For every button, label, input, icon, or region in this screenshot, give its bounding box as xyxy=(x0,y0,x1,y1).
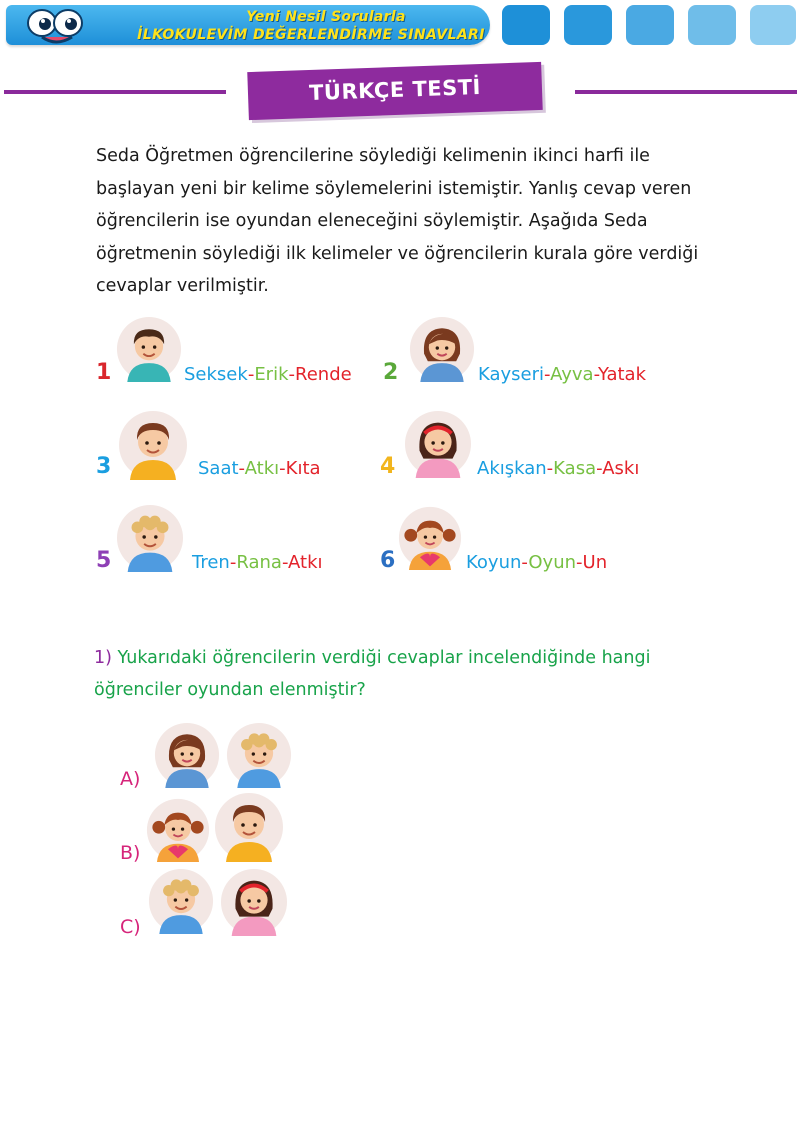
avatar-girl-brown-hair-icon xyxy=(409,316,475,382)
option-c-letter[interactable]: C) xyxy=(120,916,141,938)
option-b-boy-brown-hair-icon[interactable] xyxy=(214,792,284,862)
item-number-1: 1 xyxy=(96,360,112,385)
answer-1: Seksek-Erik-Rende xyxy=(184,364,352,385)
question-body: Yukarıdaki öğrencilerin verdiği cevaplar incelendiğinde hangi öğrenciler oyundan elenmiştir? xyxy=(94,648,651,700)
answer-3-word-1: Saat xyxy=(198,458,239,479)
avatar-boy-blond-curly-icon xyxy=(116,504,184,572)
answer-6-word-3: Un xyxy=(582,552,608,573)
option-a-letter[interactable]: A) xyxy=(120,768,141,790)
avatar-boy-dark-hair-icon xyxy=(116,316,182,382)
header-tab-1 xyxy=(502,5,550,45)
answer-2-word-3: Yatak xyxy=(597,364,646,385)
answer-5-word-2: Rana xyxy=(236,552,282,573)
option-a-boy-blond-curly-icon[interactable] xyxy=(226,722,292,788)
question-number: 1) xyxy=(94,648,112,668)
answer-1-word-1: Seksek xyxy=(184,364,248,385)
banner-title: İLKOKULEVİM DEĞERLENDİRME SINAVLARI xyxy=(137,27,485,43)
answer-1-word-2: Erik xyxy=(254,364,289,385)
intro-paragraph: Seda Öğretmen öğrencilerine söylediği kelimenin ikinci harfi ile başlayan yeni bir kelime söylemelerini istemiştir. Yanlış cevap veren öğrencilerin ise oyundan eleneceğini söylemiştir. Aşağıda Seda öğretmenin söylediği ilk kelimeler ve öğrencilerin kurala göre verdiği cevaplar verilmiştir. xyxy=(96,146,699,296)
option-b-girl-pigtails-icon[interactable] xyxy=(146,798,210,862)
answer-2-word-2: Ayva xyxy=(550,364,594,385)
item-number-3: 3 xyxy=(96,454,112,479)
item-number-6: 6 xyxy=(380,548,396,573)
answer-4-word-2: Kasa xyxy=(553,458,597,479)
header-tab-5 xyxy=(750,5,796,45)
answer-1-word-3: Rende xyxy=(295,364,352,385)
answer-5: Tren-Rana-Atkı xyxy=(192,552,323,573)
header-tab-4 xyxy=(688,5,736,45)
answer-6-word-1: Koyun xyxy=(466,552,522,573)
page-title: TÜRKÇE TESTİ xyxy=(308,75,482,105)
avatar-girl-pigtails-icon xyxy=(398,506,462,570)
header-banner xyxy=(6,5,490,45)
answer-4-word-3: Askı xyxy=(602,458,640,479)
answer-3: Saat-Atkı-Kıta xyxy=(198,458,321,479)
option-c-girl-headband-icon[interactable] xyxy=(220,868,288,936)
item-number-2: 2 xyxy=(383,360,399,385)
answer-6: Koyun-Oyun-Un xyxy=(466,552,608,573)
title-rule-right xyxy=(575,90,797,94)
title-rule-left xyxy=(4,90,226,94)
option-a-girl-brown-hair-icon[interactable] xyxy=(154,722,220,788)
mascot-eyes-icon xyxy=(22,7,92,47)
option-c-boy-blond-curly-icon[interactable] xyxy=(148,868,214,934)
answer-2-word-1: Kayseri xyxy=(478,364,545,385)
option-b-letter[interactable]: B) xyxy=(120,842,141,864)
question-text xyxy=(94,642,734,706)
avatar-boy-brown-hair-icon xyxy=(118,410,188,480)
avatar-girl-headband-icon xyxy=(404,410,472,478)
answer-3-word-2: Atkı xyxy=(244,458,280,479)
answer-5-word-1: Tren xyxy=(192,552,230,573)
answer-4-word-1: Akışkan xyxy=(477,458,547,479)
answer-4: Akışkan-Kasa-Askı xyxy=(477,458,640,479)
answer-5-word-3: Atkı xyxy=(288,552,323,573)
item-number-5: 5 xyxy=(96,548,112,573)
answer-3-word-3: Kıta xyxy=(285,458,321,479)
answer-6-word-2: Oyun xyxy=(528,552,577,573)
header-tab-3 xyxy=(626,5,674,45)
item-number-4: 4 xyxy=(380,454,396,479)
answer-2: Kayseri-Ayva-Yatak xyxy=(478,364,646,385)
header-tab-2 xyxy=(564,5,612,45)
banner-subtitle: Yeni Nesil Sorularla xyxy=(246,9,406,25)
